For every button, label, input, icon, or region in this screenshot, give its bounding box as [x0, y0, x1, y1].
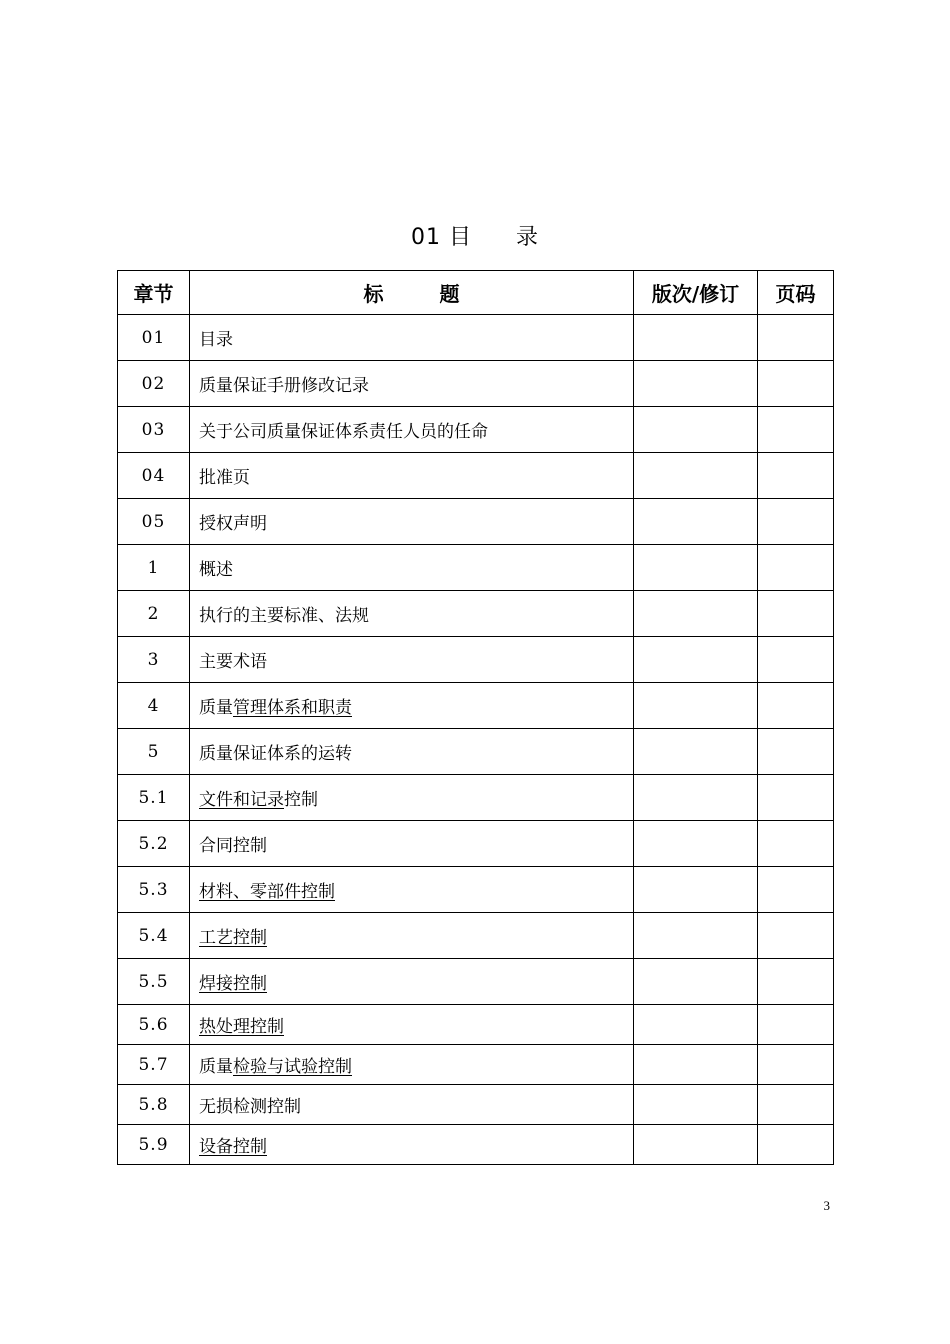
toc-page-cell	[758, 821, 834, 867]
toc-row	[118, 1085, 834, 1125]
toc-chapter-cell: 5.3	[118, 867, 190, 913]
toc-row	[118, 821, 834, 867]
toc-page-cell	[758, 591, 834, 637]
toc-version-cell	[634, 1045, 758, 1085]
toc-chapter-cell: 5.2	[118, 821, 190, 867]
toc-version-cell	[634, 591, 758, 637]
toc-title-u: 检验与试验控制	[233, 1057, 352, 1077]
toc-title-cell	[190, 637, 634, 683]
toc-title-post: 目录	[199, 330, 233, 350]
toc-page-cell	[758, 959, 834, 1005]
toc-title-post: 执行的主要标准、法规	[199, 606, 369, 626]
toc-version-cell	[634, 407, 758, 453]
toc-title-u: 文件和记录	[199, 790, 284, 810]
toc-row	[118, 683, 834, 729]
toc-chapter-cell: 02	[118, 361, 190, 407]
toc-version-cell	[634, 821, 758, 867]
toc-title-post: 关于公司质量保证体系责任人员的任命	[199, 422, 488, 442]
toc-title-post: 授权声明	[199, 514, 267, 534]
toc-chapter-cell: 01	[118, 315, 190, 361]
toc-version-cell	[634, 867, 758, 913]
toc-chapter-cell: 03	[118, 407, 190, 453]
toc-title-cell	[190, 1125, 634, 1165]
toc-row	[118, 913, 834, 959]
toc-page-cell	[758, 1125, 834, 1165]
toc-chapter-cell: 5.9	[118, 1125, 190, 1165]
header-title-a: 标	[363, 282, 384, 306]
toc-chapter-cell: 5.8	[118, 1085, 190, 1125]
toc-title-cell	[190, 1045, 634, 1085]
toc-version-cell	[634, 775, 758, 821]
toc-title-post: 控制	[284, 790, 318, 810]
header-chapter: 章节	[118, 271, 190, 315]
toc-version-cell	[634, 1005, 758, 1045]
toc-row	[118, 1125, 834, 1165]
toc-page-cell	[758, 499, 834, 545]
toc-title-cell	[190, 545, 634, 591]
toc-page-cell	[758, 1085, 834, 1125]
toc-version-cell	[634, 453, 758, 499]
toc-title-post: 质量保证体系的运转	[199, 744, 352, 764]
toc-title-cell	[190, 1085, 634, 1125]
toc-page-cell	[758, 407, 834, 453]
toc-chapter-cell: 3	[118, 637, 190, 683]
toc-body	[118, 315, 834, 1165]
toc-chapter-cell: 04	[118, 453, 190, 499]
toc-row	[118, 453, 834, 499]
toc-version-cell	[634, 683, 758, 729]
header-page: 页码	[758, 271, 834, 315]
toc-title-u: 焊接控制	[199, 974, 267, 994]
toc-row	[118, 315, 834, 361]
toc-page-cell	[758, 1045, 834, 1085]
toc-title-pre: 质量	[199, 698, 233, 718]
toc-page-cell	[758, 545, 834, 591]
toc-title-post: 批准页	[199, 468, 250, 488]
toc-chapter-cell: 5.1	[118, 775, 190, 821]
toc-version-cell	[634, 499, 758, 545]
toc-version-cell	[634, 315, 758, 361]
toc-title-post: 合同控制	[199, 836, 267, 856]
toc-title-cell	[190, 407, 634, 453]
toc-title-post: 质量保证手册修改记录	[199, 376, 369, 396]
toc-title-post: 无损检测控制	[199, 1097, 301, 1117]
toc-row	[118, 867, 834, 913]
header-version: 版次/修订	[634, 271, 758, 315]
toc-chapter-cell: 5.6	[118, 1005, 190, 1045]
toc-chapter-cell: 5	[118, 729, 190, 775]
toc-chapter-cell: 5.4	[118, 913, 190, 959]
toc-row	[118, 361, 834, 407]
toc-version-cell	[634, 729, 758, 775]
toc-page-cell	[758, 729, 834, 775]
toc-page-cell	[758, 315, 834, 361]
toc-version-cell	[634, 545, 758, 591]
toc-page-cell	[758, 1005, 834, 1045]
toc-title-u: 工艺控制	[199, 928, 267, 948]
toc-row	[118, 591, 834, 637]
toc-row	[118, 407, 834, 453]
toc-title-cell	[190, 453, 634, 499]
header-title	[190, 271, 634, 315]
toc-version-cell	[634, 361, 758, 407]
page-title	[0, 220, 950, 251]
toc-row	[118, 1045, 834, 1085]
toc-version-cell	[634, 637, 758, 683]
toc-title-u: 材料、零部件控制	[199, 882, 335, 902]
toc-version-cell	[634, 1125, 758, 1165]
toc-version-cell	[634, 959, 758, 1005]
toc-version-cell	[634, 1085, 758, 1125]
toc-row	[118, 545, 834, 591]
toc-page-cell	[758, 361, 834, 407]
toc-title-u: 设备控制	[199, 1137, 267, 1157]
toc-title-cell	[190, 591, 634, 637]
toc-chapter-cell: 1	[118, 545, 190, 591]
toc-header-row	[118, 271, 834, 315]
toc-chapter-cell: 2	[118, 591, 190, 637]
toc-title-cell	[190, 913, 634, 959]
toc-page-cell	[758, 683, 834, 729]
toc-title-cell	[190, 959, 634, 1005]
toc-row	[118, 499, 834, 545]
toc-version-cell	[634, 913, 758, 959]
page-title-part2: 录	[515, 225, 539, 250]
toc-title-cell	[190, 1005, 634, 1045]
toc-row	[118, 729, 834, 775]
toc-row	[118, 1005, 834, 1045]
toc-title-cell	[190, 315, 634, 361]
toc-chapter-cell: 5.7	[118, 1045, 190, 1085]
toc-title-post: 概述	[199, 560, 233, 580]
toc-page-cell	[758, 775, 834, 821]
toc-page-cell	[758, 637, 834, 683]
toc-title-cell	[190, 867, 634, 913]
toc-title-cell	[190, 821, 634, 867]
toc-row	[118, 959, 834, 1005]
toc-title-cell	[190, 361, 634, 407]
toc-title-u: 管理体系和职责	[233, 698, 352, 718]
toc-title-u: 热处理控制	[199, 1017, 284, 1037]
header-title-b: 题	[439, 282, 460, 306]
toc-title-cell	[190, 775, 634, 821]
toc-chapter-cell: 05	[118, 499, 190, 545]
toc-title-cell	[190, 499, 634, 545]
toc-chapter-cell: 5.5	[118, 959, 190, 1005]
toc-title-cell	[190, 729, 634, 775]
toc-row	[118, 637, 834, 683]
toc-page-cell	[758, 867, 834, 913]
page-number: 3	[823, 1198, 830, 1213]
toc-page-cell	[758, 453, 834, 499]
toc-row	[118, 775, 834, 821]
page-title-part1: 01 目	[410, 225, 472, 250]
toc-title-post: 主要术语	[199, 652, 267, 672]
toc-title-cell	[190, 683, 634, 729]
toc-chapter-cell: 4	[118, 683, 190, 729]
toc-title-pre: 质量	[199, 1057, 233, 1077]
toc-page-cell	[758, 913, 834, 959]
toc-table	[117, 270, 834, 1165]
